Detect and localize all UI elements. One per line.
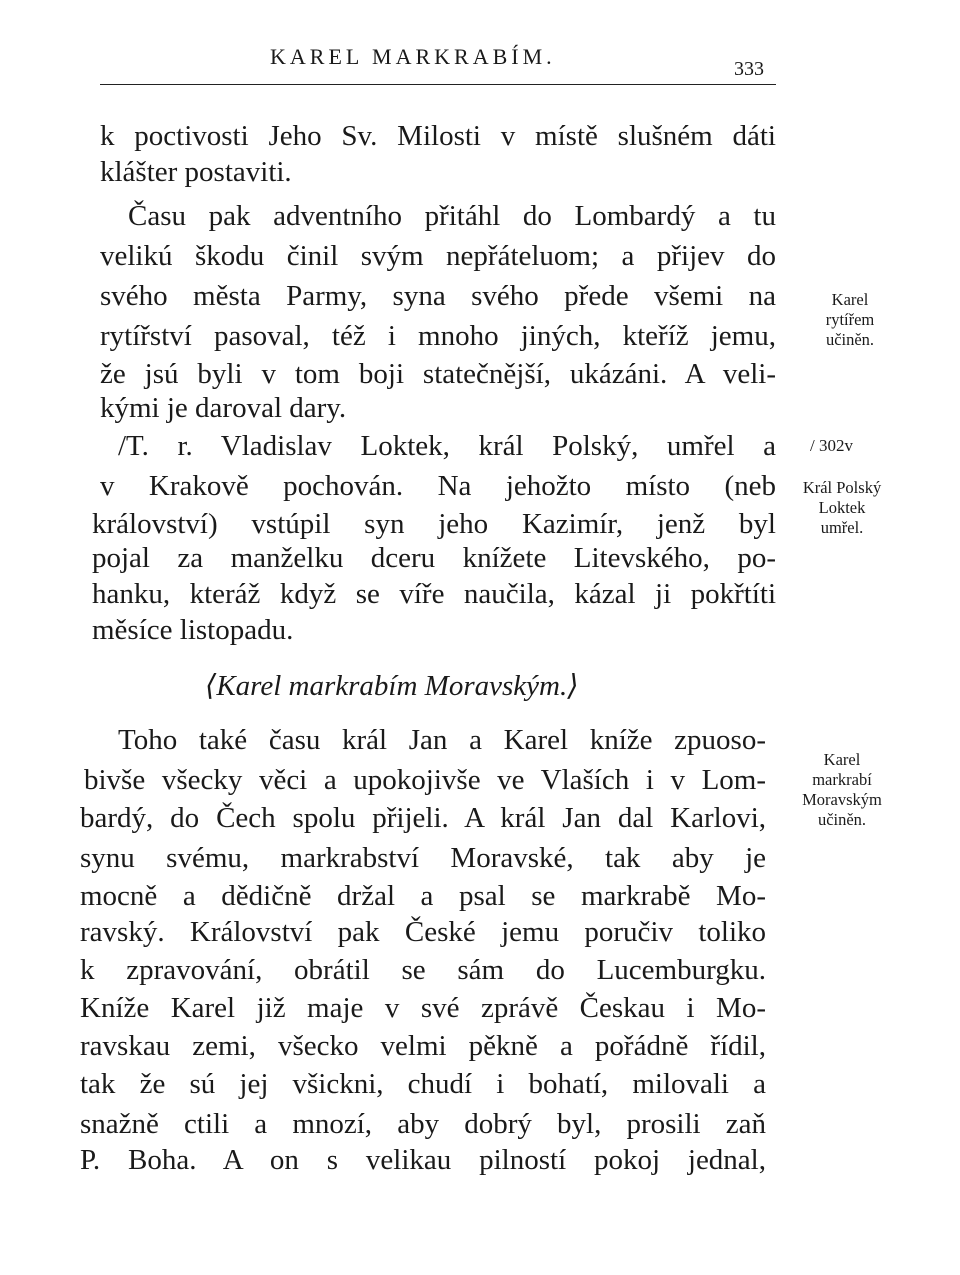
margin-note-line: Loktek bbox=[818, 498, 866, 517]
text-line: ravský. Království pak České jemu poručiv toliko bbox=[80, 916, 766, 948]
text-line: rytířství pasoval, též i mnoho jiných, kteříž jemu, bbox=[100, 320, 776, 352]
margin-note-line: Karel bbox=[831, 290, 869, 309]
text-line: Kníže Karel již maje v své zprávě Českau i Mo- bbox=[80, 992, 766, 1024]
page-number: 333 bbox=[734, 58, 764, 80]
text-line: hanku, kteráž když se víře naučila, kázal ji pokřtíti bbox=[92, 578, 776, 610]
text-line: že jsú byli v tom boji statečnější, ukázáni. A veli- bbox=[100, 358, 776, 390]
text-line: velikú škodu činil svým nepřáteluom; a přijev do bbox=[100, 240, 776, 272]
running-header-title: KAREL MARKRABÍM. bbox=[270, 44, 556, 69]
text-line: pojal za manželku dceru knížete Litevského, po- bbox=[92, 542, 776, 574]
margin-note-line: markrabí bbox=[812, 770, 872, 789]
text-line: království) vstúpil syn jeho Kazimír, jenž byl bbox=[92, 508, 776, 540]
folio-marker: / 302v bbox=[810, 436, 853, 455]
text-line: měsíce listopadu. bbox=[92, 614, 294, 646]
text-line: snažně ctili a mnozí, aby dobrý byl, prosili zaň bbox=[80, 1108, 766, 1140]
section-heading: ⟨Karel markrabím Moravským.⟩ bbox=[205, 670, 579, 702]
text-line: P. Boha. A on s velikau pilností pokoj jednal, bbox=[80, 1144, 766, 1176]
header-rule bbox=[100, 84, 776, 85]
margin-note-line: Karel bbox=[823, 750, 861, 769]
margin-note-king-died bbox=[772, 478, 912, 538]
text-line: kými je daroval dary. bbox=[100, 392, 347, 424]
text-line: Toho také času král Jan a Karel kníže zpuoso- bbox=[118, 724, 766, 756]
text-line: v Krakově pochován. Na jehožto místo (neb bbox=[100, 470, 776, 502]
text-line: Času pak adventního přitáhl do Lombardý a tu bbox=[128, 200, 776, 232]
text-line: k poctivosti Jeho Sv. Milosti v místě slušném dáti bbox=[100, 120, 776, 152]
text-line: tak že sú jej všickni, chudí i bohatí, milovali a bbox=[80, 1068, 766, 1100]
text-line: mocně a dědičně držal a psal se markrabě Mo- bbox=[80, 880, 766, 912]
text-line: k zpravování, obrátil se sám do Lucemburgku. bbox=[80, 954, 766, 986]
margin-note-knighted bbox=[790, 290, 910, 350]
text-line: /T. r. Vladislav Loktek, král Polský, umřel a bbox=[118, 430, 776, 462]
margin-note-margrave bbox=[772, 750, 912, 830]
margin-note-line: umřel. bbox=[820, 518, 864, 537]
text-line: svého města Parmy, syna svého přede všemi na bbox=[100, 280, 776, 312]
text-line: ravskau zemi, všecko velmi pěkně a pořádně řídil, bbox=[80, 1030, 766, 1062]
text-line: synu svému, markrabství Moravské, tak aby je bbox=[80, 842, 766, 874]
margin-note-line: učiněn. bbox=[817, 810, 867, 829]
text-line: bardý, do Čech spolu přijeli. A král Jan dal Karlovi, bbox=[80, 802, 766, 834]
margin-note-line: Moravským bbox=[802, 790, 882, 809]
margin-note-line: Král Polský bbox=[802, 478, 882, 497]
margin-note-line: učiněn. bbox=[825, 330, 875, 349]
margin-note-line: rytířem bbox=[825, 310, 875, 329]
text-line: bivše všecky věci a upokojivše ve Vlaších i v Lom- bbox=[84, 764, 766, 796]
text-line: klášter postaviti. bbox=[100, 156, 292, 188]
